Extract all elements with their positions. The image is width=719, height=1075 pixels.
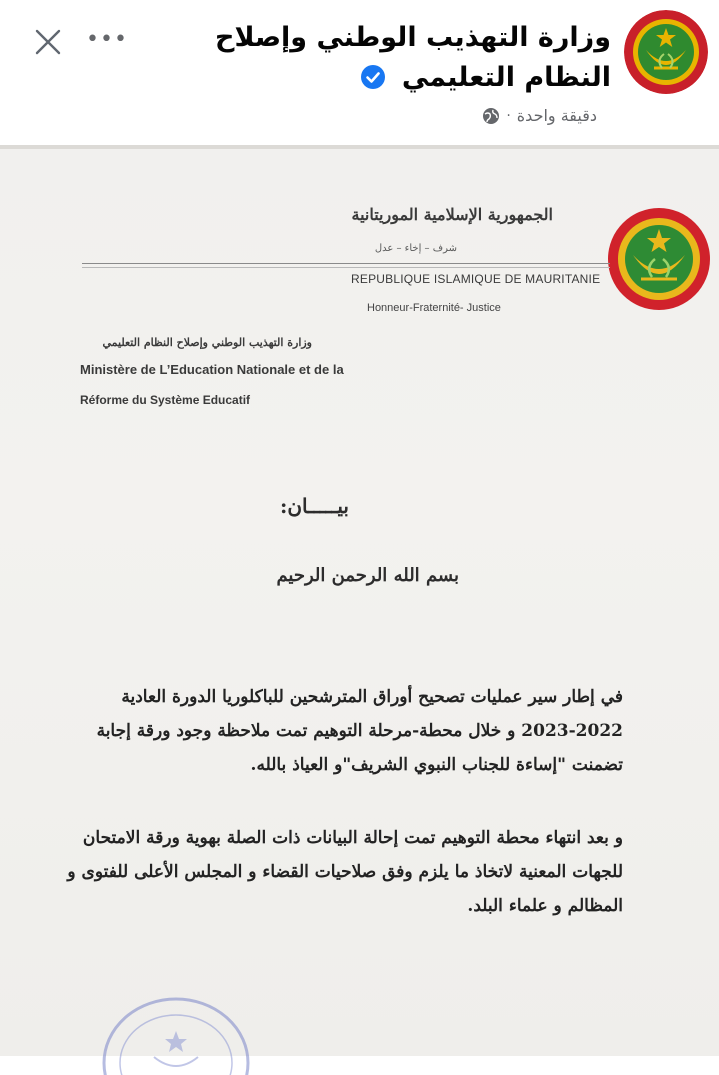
more-options-button[interactable] (86, 27, 128, 52)
republic-name-french: REPUBLIQUE ISLAMIQUE DE MAURITANIE (351, 272, 601, 286)
header-divider (82, 263, 610, 264)
basmala: بسم الله الرحمن الرحيم (276, 565, 459, 586)
ministry-name-french-line2: Réforme du Système Educatif (80, 393, 251, 407)
close-button[interactable] (32, 26, 64, 58)
post-timestamp[interactable]: دقيقة واحدة (516, 106, 597, 125)
statement-paragraph-1: في إطار سير عمليات تصحيح أوراق المترشحين للباكلوريا الدورة العادية 2022-2023 و خلال محطة-مرحلة التوهيم تمت ملاحظة وجود ورقة إجابة تضمنت "إساءة للجناب النبوي الشريف"و العياذ بالله. (96, 687, 623, 775)
post-meta (482, 106, 597, 125)
more-options-icon: ••• (86, 27, 128, 52)
statement-title: بيـــــان: (279, 494, 349, 518)
motto-french: Honneur-Fraternité- Justice (367, 302, 501, 314)
page-name-text[interactable]: وزارة التهذيب الوطني وإصلاح النظام التعليمي (215, 22, 611, 93)
globe-icon[interactable] (482, 107, 500, 125)
photo-edge (0, 145, 719, 149)
mauritania-emblem-icon (624, 10, 708, 94)
page-avatar[interactable] (624, 10, 708, 94)
header-divider-shadow (82, 267, 610, 268)
ministry-name-french-line1: Ministère de L’Education Nationale et de la (80, 362, 344, 377)
page-name[interactable] (191, 18, 611, 98)
statement-paragraph-2: و بعد انتهاء محطة التوهيم تمت إحالة البيانات ذات الصلة بهوية ورقة الامتحان للجهات المعنية لاتخاذ ما يلزم وفق صلاحيات القضاء و المجلس الأعلى للفتوى و المظالم و علماء البلد. (67, 828, 623, 916)
document-emblem-icon (607, 207, 711, 311)
republic-name-arabic: الجمهورية الإسلامية الموريتانية (351, 205, 553, 224)
ministry-name-arabic: وزارة التهذيب الوطني وإصلاح النظام التعليمي (102, 336, 312, 349)
meta-separator: · (506, 107, 511, 124)
verified-badge-icon (360, 64, 386, 90)
official-stamp-icon (96, 975, 256, 1075)
close-icon (32, 26, 64, 58)
motto-arabic: شرف – إخاء – عدل (374, 243, 457, 254)
post-header (0, 0, 719, 145)
post-image[interactable] (0, 145, 719, 1056)
